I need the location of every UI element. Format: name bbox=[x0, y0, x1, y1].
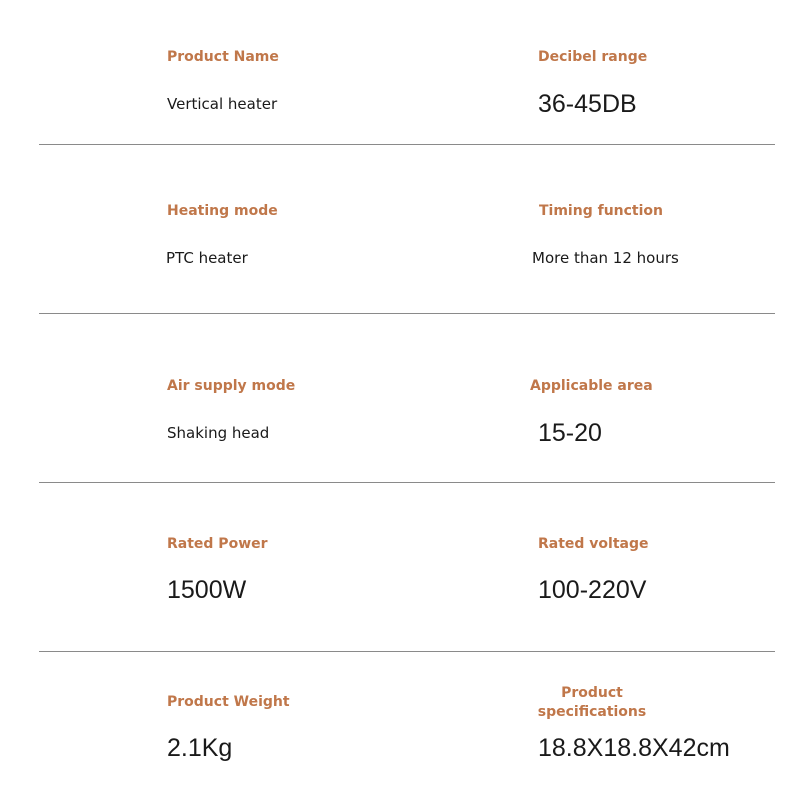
spec-value-decibel-range: 36-45DB bbox=[538, 90, 637, 118]
spec-label-product-specifications: Product specifications bbox=[537, 685, 647, 720]
spec-value-rated-power: 1500W bbox=[167, 576, 247, 604]
spec-value-heating-mode: PTC heater bbox=[166, 249, 248, 267]
spec-label-rated-power: Rated Power bbox=[167, 536, 268, 552]
spec-value-product-specifications: 18.8X18.8X42cm bbox=[538, 734, 730, 762]
spec-label-decibel-range: Decibel range bbox=[538, 49, 648, 65]
spec-value-product-name: Vertical heater bbox=[167, 95, 278, 113]
row-divider bbox=[39, 313, 775, 314]
spec-label-product-weight: Product Weight bbox=[167, 694, 290, 710]
row-divider bbox=[39, 482, 775, 483]
row-divider bbox=[39, 144, 775, 145]
spec-value-applicable-area: 15-20 bbox=[538, 419, 602, 447]
spec-value-timing-function: More than 12 hours bbox=[532, 249, 679, 267]
spec-value-rated-voltage: 100-220V bbox=[538, 576, 647, 604]
spec-label-applicable-area: Applicable area bbox=[530, 378, 653, 394]
spec-label-product-name: Product Name bbox=[167, 49, 279, 65]
row-divider bbox=[39, 651, 775, 652]
spec-value-product-weight: 2.1Kg bbox=[167, 734, 233, 762]
spec-label-air-supply-mode: Air supply mode bbox=[167, 378, 296, 394]
spec-label-timing-function: Timing function bbox=[539, 203, 663, 219]
spec-label-heating-mode: Heating mode bbox=[167, 203, 278, 219]
spec-label-rated-voltage: Rated voltage bbox=[538, 536, 649, 552]
spec-value-air-supply-mode: Shaking head bbox=[167, 424, 270, 442]
